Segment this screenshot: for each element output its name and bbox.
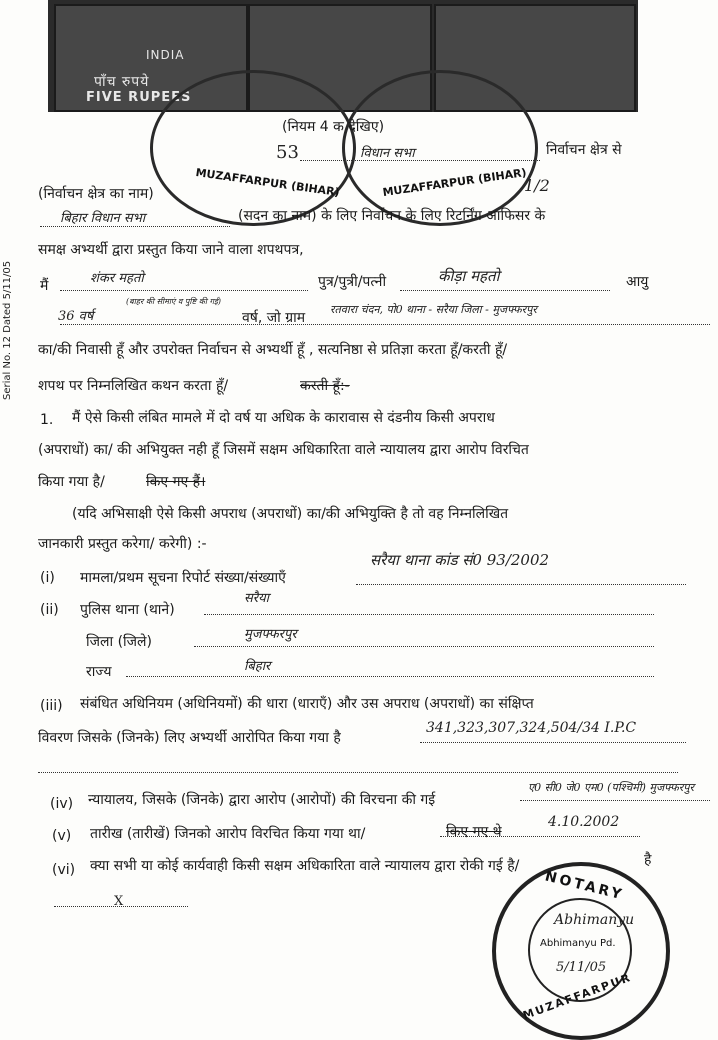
item-v-strike: किए गए थे — [446, 824, 502, 840]
item-i-value: सरैया थाना कांड सं0 93/2002 — [370, 551, 550, 569]
dots-item-ii — [204, 614, 654, 615]
para2-line-a: (यदि अभिसाक्षी ऐसे किसी अपराध (अपराधों) का/की अभियुक्ति है तो वह निम्नलिखित — [72, 506, 509, 522]
notary-date: 5/11/05 — [556, 960, 607, 975]
item-ii-value: सरैया — [244, 591, 270, 606]
stamp-value-hindi: पाँच रुपये — [94, 74, 150, 90]
resident-line: का/की निवासी हूँ और उपरोक्त निर्वाचन से अभ्यर्थी हूँ , सत्यनिष्ठा से प्रतिज्ञा करता हूँ/करती हूँ/ — [38, 342, 508, 358]
constituency-number: 53 — [276, 142, 299, 163]
dots-state — [126, 676, 654, 677]
notary-signature: Abhimanyu — [554, 912, 635, 928]
item-vi-value: है — [644, 852, 652, 868]
seal-circle-left — [150, 70, 356, 226]
dots-item-iii — [420, 742, 686, 743]
state-text: राज्य — [86, 664, 112, 680]
item-iii-label: (iii) — [40, 698, 63, 714]
dots-district — [194, 646, 654, 647]
item-iv-value: ए0 सी0 जे0 एम0 (पश्चिमी) मुजफ्फरपुर — [528, 781, 694, 794]
dots-constituency — [300, 160, 540, 161]
rule-reference: (नियम 4 क देखिए) — [282, 119, 385, 135]
dots-item-i — [356, 584, 686, 585]
dots-item-iii-2 — [38, 772, 678, 773]
item-v-label: (v) — [52, 828, 72, 844]
para1-number: 1. — [40, 412, 54, 428]
father-name: कीड़ा महतो — [438, 267, 500, 285]
item-vi-text: क्या सभी या कोई कार्यवाही किसी सक्षम अधिकारिता वाले न्यायालय द्वारा रोकी गई है/ — [90, 858, 520, 874]
address-prefix: वर्ष, जो ग्राम — [242, 310, 306, 326]
age-value: 36 वर्ष — [58, 309, 94, 324]
candidate-name: शंकर महतो — [90, 271, 144, 286]
age-note: (बाहर की सीमाएं व पुष्टि की गई) — [126, 297, 222, 306]
item-vi-label: (vi) — [52, 862, 76, 878]
item-iii-text: संबंधित अधिनियम (अधिनियमों) की धारा (धाराएँ) और उस अपराध (अपराधों) का संक्षिप्त — [80, 696, 534, 712]
district-value: मुजफ्फरपुर — [244, 627, 297, 642]
house-name-value: बिहार विधान सभा — [60, 211, 146, 226]
dots-candidate — [60, 290, 308, 291]
stamp-value-english: FIVE RUPEES — [86, 90, 192, 105]
dots-item-iv — [520, 800, 710, 801]
seal-text-left: MUZAFFARPUR (BIHAR) — [194, 165, 341, 200]
item-ii-text: पुलिस थाना (थाने) — [80, 602, 175, 618]
oath-line-b: करती हूँ:- — [300, 378, 350, 394]
stamp-paper — [48, 0, 638, 112]
item-iii-value: 341,323,307,324,504/34 I.P.C — [426, 720, 637, 736]
item-ii-label: (ii) — [40, 602, 59, 618]
oath-line-a: शपथ पर निम्नलिखित कथन करता हूँ/ — [38, 378, 229, 394]
state-value: बिहार — [244, 659, 271, 674]
margin-serial-note: Serial No. 12 Dated 5/11/05 — [2, 260, 13, 400]
dots-item-vi — [54, 906, 188, 907]
constituency-field: विधान सभा — [360, 146, 415, 161]
address-value: रतवारा चंदन, पो0 थाना - सरैया जिला - मुजफ्फरपुर — [330, 303, 537, 316]
para1-line-c: किया गया है/ — [38, 474, 105, 490]
dots-house — [40, 226, 230, 227]
dots-father — [400, 290, 610, 291]
dots-item-v — [440, 836, 640, 837]
item-v-text: तारीख (तारीखें) जिनको आरोप विरचित किया गया था/ — [90, 826, 366, 842]
constituency-suffix: निर्वाचन क्षेत्र से — [546, 142, 622, 158]
para1-line-a: मैं ऐसे किसी लंबित मामले में दो वर्ष या अधिक के कारावास से दंडनीय किसी अपराध — [72, 410, 495, 426]
item-i-label: (i) — [40, 570, 55, 586]
item-vi-mark: X — [114, 894, 124, 909]
dots-address — [60, 324, 710, 325]
para2-line-b: जानकारी प्रस्तुत करेगा/ करेगी) :- — [38, 536, 207, 552]
item-v-value: 4.10.2002 — [548, 814, 620, 830]
item-iii-text2: विवरण जिसके (जिनके) लिए अभ्यर्थी आरोपित किया गया है — [38, 730, 341, 746]
item-iv-text: न्यायालय, जिसके (जिनके) द्वारा आरोप (आरोपों) की विरचना की गई — [88, 792, 436, 808]
house-line-rest: (सदन का नाम) के लिए निर्वाचन के लिए रिटर्निंग आफिसर के — [238, 208, 546, 224]
notary-top-text: NOTARY — [543, 868, 626, 904]
main-i: मैं — [40, 278, 49, 294]
notary-bottom-text: MUZAFFARPUR — [521, 970, 634, 1023]
seal-text-right: MUZAFFARPUR (BIHAR) — [381, 165, 528, 200]
para1-line-b: (अपराधों) का/ की अभियुक्त नही हूँ जिसमें सक्षम अधिकारिता वाले न्यायालय द्वारा आरोप विरचित — [38, 442, 529, 458]
fraction-note: 1/2 — [524, 176, 550, 195]
item-i-text: मामला/प्रथम सूचना रिपोर्ट संख्या/संख्याएँ — [80, 570, 286, 586]
stamp-india: INDIA — [146, 48, 185, 62]
district-text: जिला (जिले) — [86, 634, 153, 650]
constituency-name-label: (निर्वाचन क्षेत्र का नाम) — [38, 186, 154, 202]
item-iv-label: (iv) — [50, 796, 74, 812]
oath-intro: समक्ष अभ्यर्थी द्वारा प्रस्तुत किया जाने वाला शपथपत्र, — [38, 242, 304, 258]
age-label: आयु — [626, 274, 649, 290]
notary-name: Abhimanyu Pd. — [540, 938, 616, 949]
relation-label: पुत्र/पुत्री/पत्नी — [318, 274, 387, 290]
para1-strike: किए गए हैं। — [146, 474, 206, 490]
